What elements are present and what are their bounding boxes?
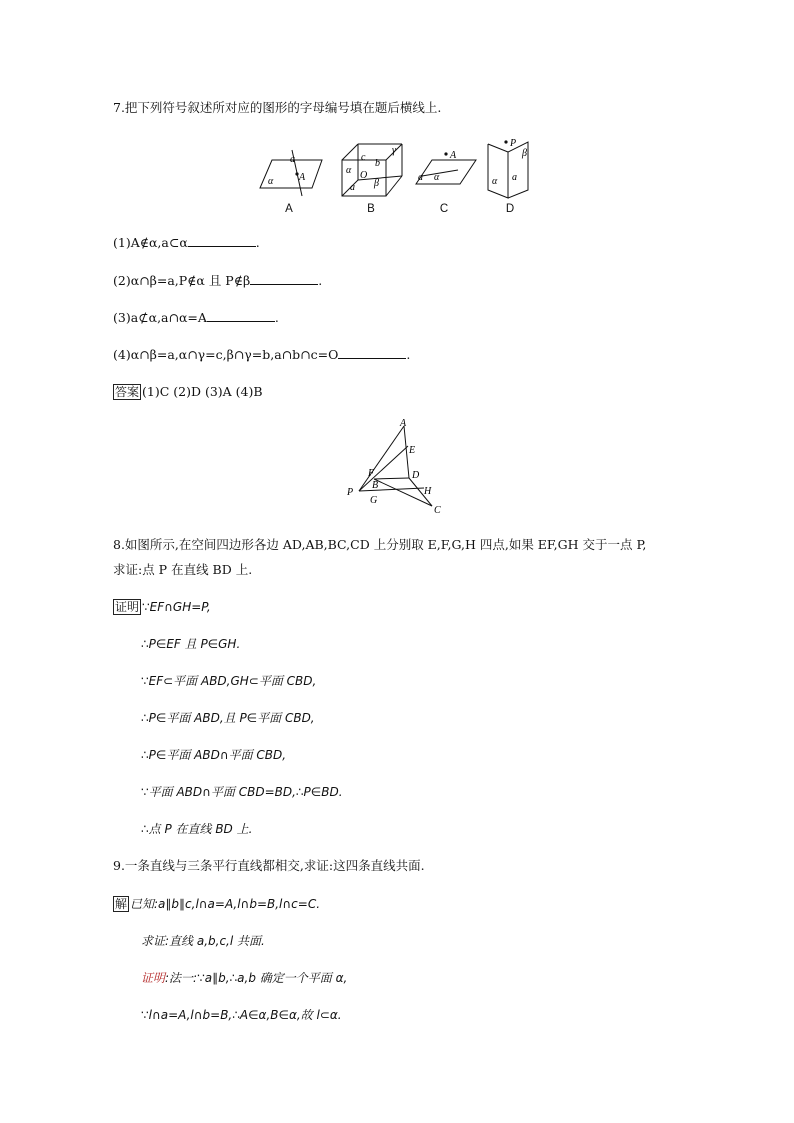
q7-item-3: (3)a⊄α,a∩α=A . (113, 310, 279, 325)
svg-text:α: α (268, 176, 274, 187)
figure-d-label: D (505, 203, 515, 215)
svg-text:b: b (375, 158, 380, 169)
figure-q8 (344, 418, 448, 518)
q8-proof-line-2: ∴P∈EF 且 P∈GH. (141, 637, 241, 651)
answer-blank-3[interactable] (207, 310, 275, 322)
svg-text:γ: γ (392, 145, 396, 156)
q7-stem: 7.把下列符号叙述所对应的图形的字母编号填在题后横线上. (113, 100, 442, 115)
q9-method1: 证明:法一:∵a∥b,∴a,b 确定一个平面 α, (141, 971, 348, 985)
q7-answer: 答案 (1)C (2)D (3)A (4)B (115, 384, 263, 399)
svg-text:α: α (346, 165, 352, 176)
q8-proof-line-1: 证明 ∵EF∩GH=P, (115, 600, 211, 614)
proof-tag: 证明 (115, 600, 140, 614)
svg-text:β: β (522, 148, 527, 159)
q8-proof-line-6: ∵平面 ABD∩平面 CBD=BD,∴P∈BD. (141, 785, 343, 799)
svg-text:a: a (512, 172, 517, 183)
svg-text:α: α (492, 176, 498, 187)
figure-c-label: C (439, 203, 449, 215)
svg-text:G: G (370, 495, 378, 506)
svg-text:H: H (424, 486, 432, 497)
svg-text:c: c (361, 152, 366, 163)
figure-a-label: A (285, 203, 293, 215)
svg-text:C: C (434, 505, 441, 516)
svg-text:a: a (290, 154, 295, 165)
answer-blank-1[interactable] (188, 235, 256, 247)
q8-stem-line1: 8.如图所示,在空间四边形各边 AD,AB,BC,CD 上分别取 E,F,G,H 四点,如果 EF,GH 交于一点 P, (113, 537, 647, 552)
svg-text:α: α (434, 172, 440, 183)
figure-b-label: B (367, 203, 375, 215)
q9-step2: ∵l∩a=A,l∩b=B,∴A∈α,B∈α,故 l⊂α. (141, 1008, 342, 1022)
solve-tag: 解 (115, 897, 128, 911)
figure-b (338, 140, 406, 198)
svg-text:β: β (374, 178, 379, 189)
figure-d (484, 136, 534, 200)
svg-text:A: A (400, 418, 407, 429)
svg-text:F: F (368, 468, 375, 479)
q8-proof-line-7: ∴点 P 在直线 BD 上. (141, 822, 253, 836)
q8-proof-line-3: ∵EF⊂平面 ABD,GH⊂平面 CBD, (141, 674, 317, 688)
proof-label-red: 证明 (141, 971, 166, 985)
svg-text:D: D (412, 470, 420, 481)
q7-item-2: (2)α∩β=a,P∉α 且 P∉β . (113, 273, 323, 288)
svg-text:P: P (347, 487, 354, 498)
q9-given: 解 已知:a∥b∥c,l∩a=A,l∩b=B,l∩c=C. (115, 897, 321, 911)
q9-stem: 9.一条直线与三条平行直线都相交,求证:这四条直线共面. (113, 858, 425, 873)
svg-text:O: O (360, 170, 368, 181)
answer-tag: 答案 (115, 385, 140, 399)
svg-text:A: A (299, 172, 306, 183)
figure-c (414, 148, 478, 188)
svg-text:B: B (372, 480, 379, 491)
q8-stem-line2: 求证:点 P 在直线 BD 上. (113, 562, 253, 577)
q7-item-4: (4)α∩β=a,α∩γ=c,β∩γ=b,a∩b∩c=O . (113, 347, 411, 362)
q7-item-1: (1)A∉α,a⊂α . (113, 235, 260, 250)
q8-proof-line-5: ∴P∈平面 ABD∩平面 CBD, (141, 748, 287, 762)
q8-proof-line-4: ∴P∈平面 ABD,且 P∈平面 CBD, (141, 711, 315, 725)
svg-text:A: A (450, 150, 457, 161)
svg-text:a: a (418, 172, 423, 183)
svg-text:a: a (350, 182, 355, 193)
svg-text:E: E (409, 445, 416, 456)
q9-to-prove: 求证:直线 a,b,c,l 共面. (141, 934, 265, 948)
svg-text:P: P (510, 138, 517, 149)
answer-blank-4[interactable] (338, 347, 406, 359)
answer-blank-2[interactable] (250, 273, 318, 285)
figure-a (258, 148, 328, 198)
